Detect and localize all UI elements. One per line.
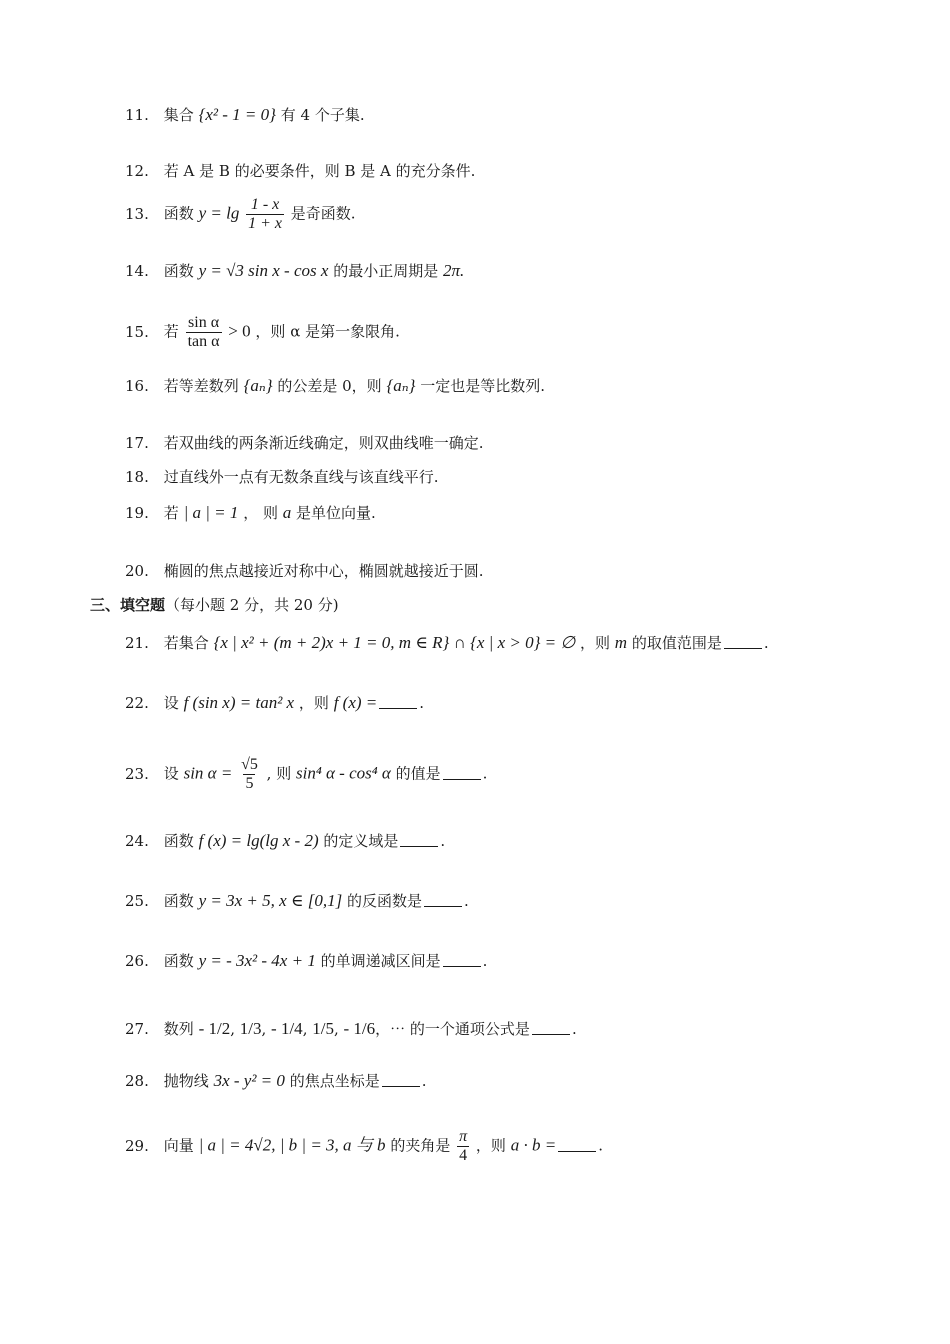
answer-blank[interactable]: [424, 906, 462, 907]
item-21: 21. 若集合 {x | x² + (m + 2)x + 1 = 0, m ∈ R} ∩ {x | x > 0} = ∅ ，则 m 的取值范围是 .: [125, 633, 769, 652]
answer-blank[interactable]: [724, 648, 762, 649]
item-18: 18. 过直线外一点有无数条直线与该直线平行.: [125, 468, 439, 486]
item-11: 11. 集合 {x² - 1 = 0} 有 4 个子集.: [125, 105, 365, 124]
item-23: 23. 设 sin α = $\frac{√5}{5}$ , 则 sin⁴ α - cos⁴ α 的值是 .: [125, 756, 488, 792]
item-14: 14. 函数 y = √3 sin x - cos x 的最小正周期是 2π.: [125, 261, 465, 280]
fraction: $\frac{√5}{5}$: [241, 756, 258, 792]
item-22: 22. 设 f (sin x) = tan² x ，则 f (x) = .: [125, 693, 425, 712]
section-heading: 三、填空题（每小题 2 分，共 20 分): [90, 596, 339, 614]
answer-blank[interactable]: [379, 708, 417, 709]
item-24: 24. 函数 f (x) = lg(lg x - 2) 的定义域是 .: [125, 831, 446, 850]
item-17: 17. 若双曲线的两条渐近线确定，则双曲线唯一确定.: [125, 434, 484, 452]
answer-blank[interactable]: [532, 1034, 570, 1035]
fraction: $\frac{1 - x}{1 + x}$: [248, 196, 283, 232]
item-28: 28. 抛物线 3x - y² = 0 的焦点坐标是 .: [125, 1071, 427, 1090]
answer-blank[interactable]: [558, 1151, 596, 1152]
answer-blank[interactable]: [400, 846, 438, 847]
item-19: 19. 若 | a | = 1 ， 则 a 是单位向量.: [125, 503, 376, 522]
answer-blank[interactable]: [382, 1086, 420, 1087]
fraction: $\frac{\pi}{4}$: [459, 1128, 468, 1164]
answer-blank[interactable]: [443, 966, 481, 967]
item-29: 29. 向量 | a | = 4√2, | b | = 3, a 与 b 的夹角是 $\frac{\pi}{4}$ ，则 a · b = .: [125, 1128, 603, 1164]
item-12: 12. 若 A 是 B 的必要条件，则 B 是 A 的充分条件.: [125, 162, 476, 180]
item-13: 13. 函数 y = lg $\frac{1 - x}{1 + x}$ 是奇函数.: [125, 196, 356, 232]
item-20: 20. 椭圆的焦点越接近对称中心，椭圆就越接近于圆.: [125, 562, 484, 580]
answer-blank[interactable]: [443, 779, 481, 780]
fraction: $\frac{\text{sin α}}{\text{tan α}}$: [187, 314, 220, 350]
item-15: 15. 若 $\frac{\text{sin α}}{\text{tan α}}$ > 0 ，则 α 是第一象限角.: [125, 314, 400, 350]
item-27: 27. 数列 - 1/2, 1/3, - 1/4, 1/5, - 1/6，⋯ 的一个通项公式是 .: [125, 1019, 577, 1038]
item-16: 16. 若等差数列 {aₙ} 的公差是 0，则 {aₙ} 一定也是等比数列.: [125, 376, 546, 395]
item-25: 25. 函数 y = 3x + 5, x ∈ [0,1] 的反函数是 .: [125, 891, 469, 910]
item-26: 26. 函数 y = - 3x² - 4x + 1 的单调递减区间是 .: [125, 951, 488, 970]
